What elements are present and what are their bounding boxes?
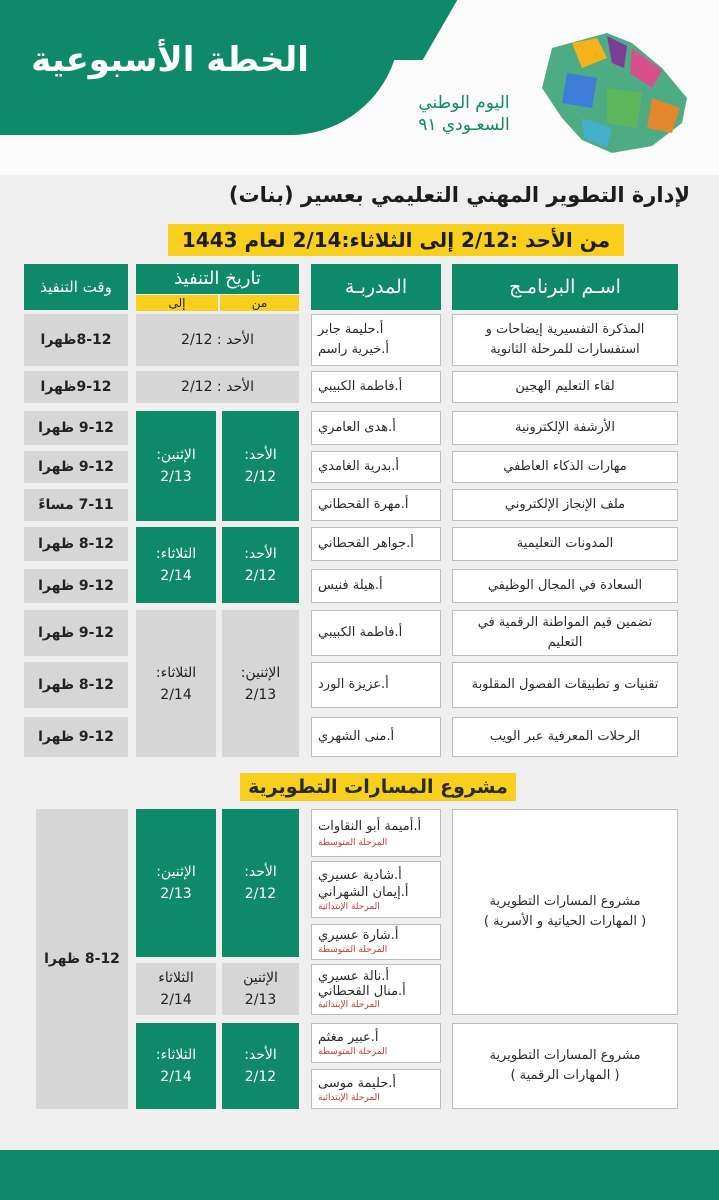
trainer-cell: أ.فاطمة الكبيبي bbox=[311, 371, 441, 403]
column-header-trainer: المدربـة bbox=[311, 264, 441, 310]
project-name: مشروع المسارات التطويرية bbox=[489, 1048, 641, 1063]
date-from-cell: الأحد: 2/12 bbox=[222, 1023, 299, 1109]
date-from-cell: الأحد: 2/12 bbox=[222, 411, 299, 521]
trainer-name: أ.نالة عسيري bbox=[318, 968, 390, 984]
grade-label: المرحلة الإبتدائية bbox=[318, 999, 380, 1010]
column-header-program: اسـم البرنامـج bbox=[452, 264, 678, 310]
time-cell: 9-12ظهرا bbox=[24, 371, 128, 403]
national-day-text bbox=[394, 92, 534, 136]
footer-band bbox=[0, 1150, 719, 1200]
program-cell: تضمين قيم المواطنة الرقمية في التعليم bbox=[452, 610, 678, 656]
time-cell: 9-12 ظهرا bbox=[24, 717, 128, 757]
logo-line-2: السعـودي ٩١ bbox=[418, 115, 510, 135]
trainer-name: أ.عبير مغثم bbox=[318, 1029, 379, 1045]
trainer-cell bbox=[311, 1069, 441, 1109]
trainer-name: أ.حليمة موسى bbox=[318, 1075, 397, 1091]
date-cell: الأحد : 2/12 bbox=[136, 371, 299, 403]
trainer-cell: أ.فاطمة الكبيبي bbox=[311, 610, 441, 656]
trainer-cell bbox=[311, 964, 441, 1015]
subtitle: لإدارة التطوير المهني التعليمي بعسير (بنات) bbox=[228, 183, 690, 207]
project-subtitle: ( المهارات الرقمية ) bbox=[510, 1068, 620, 1083]
project-cell bbox=[452, 1023, 678, 1109]
trainer-name: أ.إيمان الشهراني bbox=[318, 884, 409, 900]
column-header-to: إلى bbox=[136, 295, 218, 311]
time-cell: 7-11 مساءً bbox=[24, 489, 128, 521]
trainer-name: أ.منال القحطاني bbox=[318, 983, 406, 999]
grade-label: المرحلة الإبتدائية bbox=[318, 901, 380, 912]
date-to-cell: الثلاثاء: 2/14 bbox=[136, 610, 216, 757]
trainer-cell: أ.مهرة القحطاني bbox=[311, 489, 441, 521]
time-cell: 8-12 ظهرا bbox=[24, 527, 128, 561]
date-from-cell: الأحد: 2/12 bbox=[222, 809, 299, 957]
national-day-logo-icon bbox=[512, 28, 697, 158]
date-from-cell: الإثنين: 2/13 bbox=[222, 610, 299, 757]
program-cell: المذكرة التفسيرية إيضاحات و استفسارات للمرحلة الثانوية bbox=[452, 314, 678, 366]
date-to-cell: الثلاثاء 2/14 bbox=[136, 963, 216, 1015]
date-range: من الأحد :2/12 إلى الثلاثاء:2/14 لعام 1443 bbox=[168, 224, 624, 256]
program-cell: السعادة في المجال الوظيفي bbox=[452, 569, 678, 603]
time-cell: 8-12ظهرا bbox=[24, 314, 128, 366]
trainer-cell: أ.عزيزة الورد bbox=[311, 662, 441, 708]
project-name: مشروع المسارات التطويرية bbox=[489, 894, 641, 909]
trainer-name: أ.حليمة جابر bbox=[318, 322, 384, 337]
time-cell: 9-12 ظهرا bbox=[24, 569, 128, 603]
grade-label: المرحلة المتوسطة bbox=[318, 838, 388, 848]
date-from-cell: الإثنين 2/13 bbox=[222, 963, 299, 1015]
trainer-name: أ.شادية عسيري bbox=[318, 867, 402, 883]
program-cell: المدونات التعليمية bbox=[452, 527, 678, 561]
logo-line-1: اليوم الوطني bbox=[418, 93, 510, 113]
program-cell: تقنيات و تطبيقات الفصول المقلوبة bbox=[452, 662, 678, 708]
date-to-cell: الإثنين: 2/13 bbox=[136, 411, 216, 521]
trainer-name: أ.شارة عسيري bbox=[318, 928, 399, 943]
grade-label: المرحلة المتوسطة bbox=[318, 1046, 388, 1057]
program-cell: الأرشفة الإلكترونية bbox=[452, 411, 678, 445]
time-cell: 8-12 ظهرا bbox=[24, 662, 128, 708]
time-cell: 9-12 ظهرا bbox=[24, 411, 128, 445]
trainer-cell: أ.هيلة فنيس bbox=[311, 569, 441, 603]
trainer-cell: أ.منى الشهري bbox=[311, 717, 441, 757]
trainer-name: أ.خيرية راسم bbox=[318, 342, 390, 357]
date-to-cell: الثلاثاء: 2/14 bbox=[136, 527, 216, 603]
time-cell: 9-12 ظهرا bbox=[24, 610, 128, 656]
trainer-cell bbox=[311, 861, 441, 918]
date-from-cell: الأحد: 2/12 bbox=[222, 527, 299, 603]
program-cell: لقاء التعليم الهجين bbox=[452, 371, 678, 403]
project-cell bbox=[452, 809, 678, 1015]
trainer-cell: أ.بدرية الغامدي bbox=[311, 451, 441, 483]
column-header-exec-time: وقت التنفيذ bbox=[24, 264, 128, 310]
program-cell: مهارات الذكاء العاطفي bbox=[452, 451, 678, 483]
program-cell: الرحلات المعرفية عبر الويب bbox=[452, 717, 678, 757]
trainer-cell: أ.جواهر القحطاني bbox=[311, 527, 441, 561]
time-cell: 8-12 ظهرا bbox=[36, 809, 128, 1109]
trainer-cell: أ.هدى العامري bbox=[311, 411, 441, 445]
trainer-name: أ.أميمة أبو النقاوات bbox=[318, 819, 422, 834]
column-header-exec-date: تاريخ التنفيذ bbox=[136, 264, 299, 294]
grade-label: المرحلة المتوسطة bbox=[318, 945, 388, 955]
date-to-cell: الثلاثاء: 2/14 bbox=[136, 1023, 216, 1109]
column-header-from: من bbox=[220, 295, 299, 311]
trainer-cell bbox=[311, 1023, 441, 1063]
program-cell: ملف الإنجاز الإلكتروني bbox=[452, 489, 678, 521]
date-cell: الأحد : 2/12 bbox=[136, 314, 299, 366]
date-to-cell: الإثنين: 2/13 bbox=[136, 809, 216, 957]
time-cell: 9-12 ظهرا bbox=[24, 451, 128, 483]
page-title: الخطة الأسبوعية bbox=[31, 40, 309, 80]
project-subtitle: ( المهارات الحياتية و الأسرية ) bbox=[483, 914, 647, 929]
section-title: مشروع المسارات التطويرية bbox=[240, 773, 516, 801]
trainer-cell bbox=[311, 809, 441, 857]
grade-label: المرحلة الإبتدائية bbox=[318, 1092, 380, 1103]
trainer-cell bbox=[311, 314, 441, 366]
trainer-cell bbox=[311, 924, 441, 960]
